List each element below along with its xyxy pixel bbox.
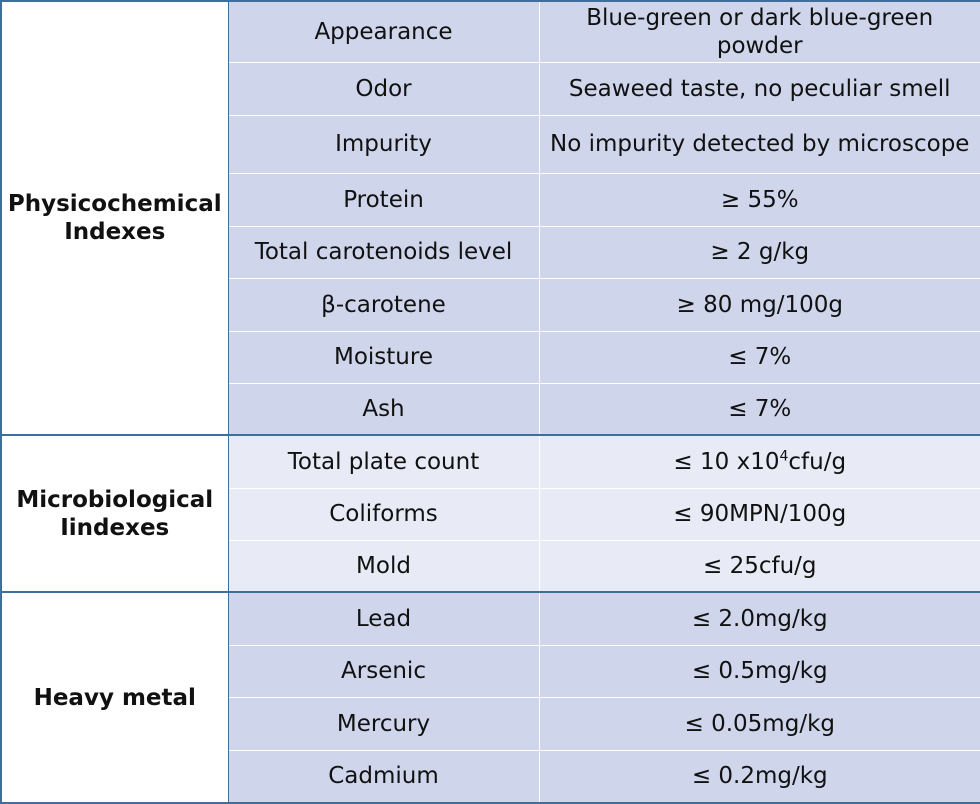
category-cell: Physicochemical Indexes <box>1 1 228 435</box>
item-cell: Mold <box>228 540 539 592</box>
value-exponent: 4 <box>779 448 789 465</box>
item-cell: Moisture <box>228 331 539 383</box>
item-cell: Mercury <box>228 697 539 750</box>
value-cell: ≥ 80 mg/100g <box>539 278 980 331</box>
item-cell: Lead <box>228 592 539 645</box>
item-cell: β-carotene <box>228 278 539 331</box>
value-cell: Seaweed taste, no peculiar smell <box>539 62 980 115</box>
table-row <box>1 1 980 62</box>
value-cell: ≤ 0.2mg/kg <box>539 750 980 803</box>
item-cell: Ash <box>228 383 539 435</box>
item-cell: Odor <box>228 62 539 115</box>
value-cell: ≤ 90MPN/100g <box>539 488 980 540</box>
value-cell <box>539 435 980 488</box>
item-cell: Total plate count <box>228 435 539 488</box>
value-prefix: ≤ 10 x10 <box>673 448 780 475</box>
table-row <box>1 435 980 488</box>
value-cell: ≤ 2.0mg/kg <box>539 592 980 645</box>
value-cell: ≤ 0.5mg/kg <box>539 645 980 697</box>
category-cell: Heavy metal <box>1 592 228 803</box>
value-cell: Blue-green or dark blue-green powder <box>539 1 980 62</box>
value-cell: ≤ 25cfu/g <box>539 540 980 592</box>
value-unit: cfu/g <box>788 448 847 475</box>
value-cell: No impurity detected by microscope <box>539 115 980 173</box>
item-cell: Total carotenoids level <box>228 226 539 278</box>
value-cell: ≤ 0.05mg/kg <box>539 697 980 750</box>
item-cell: Protein <box>228 173 539 226</box>
value-cell: ≥ 55% <box>539 173 980 226</box>
item-cell: Cadmium <box>228 750 539 803</box>
value-cell: ≤ 7% <box>539 383 980 435</box>
category-cell: Microbiological Iindexes <box>1 435 228 592</box>
table-row <box>1 592 980 645</box>
value-cell: ≤ 7% <box>539 331 980 383</box>
item-cell: Impurity <box>228 115 539 173</box>
item-cell: Coliforms <box>228 488 539 540</box>
value-cell: ≥ 2 g/kg <box>539 226 980 278</box>
item-cell: Arsenic <box>228 645 539 697</box>
item-cell: Appearance <box>228 1 539 62</box>
